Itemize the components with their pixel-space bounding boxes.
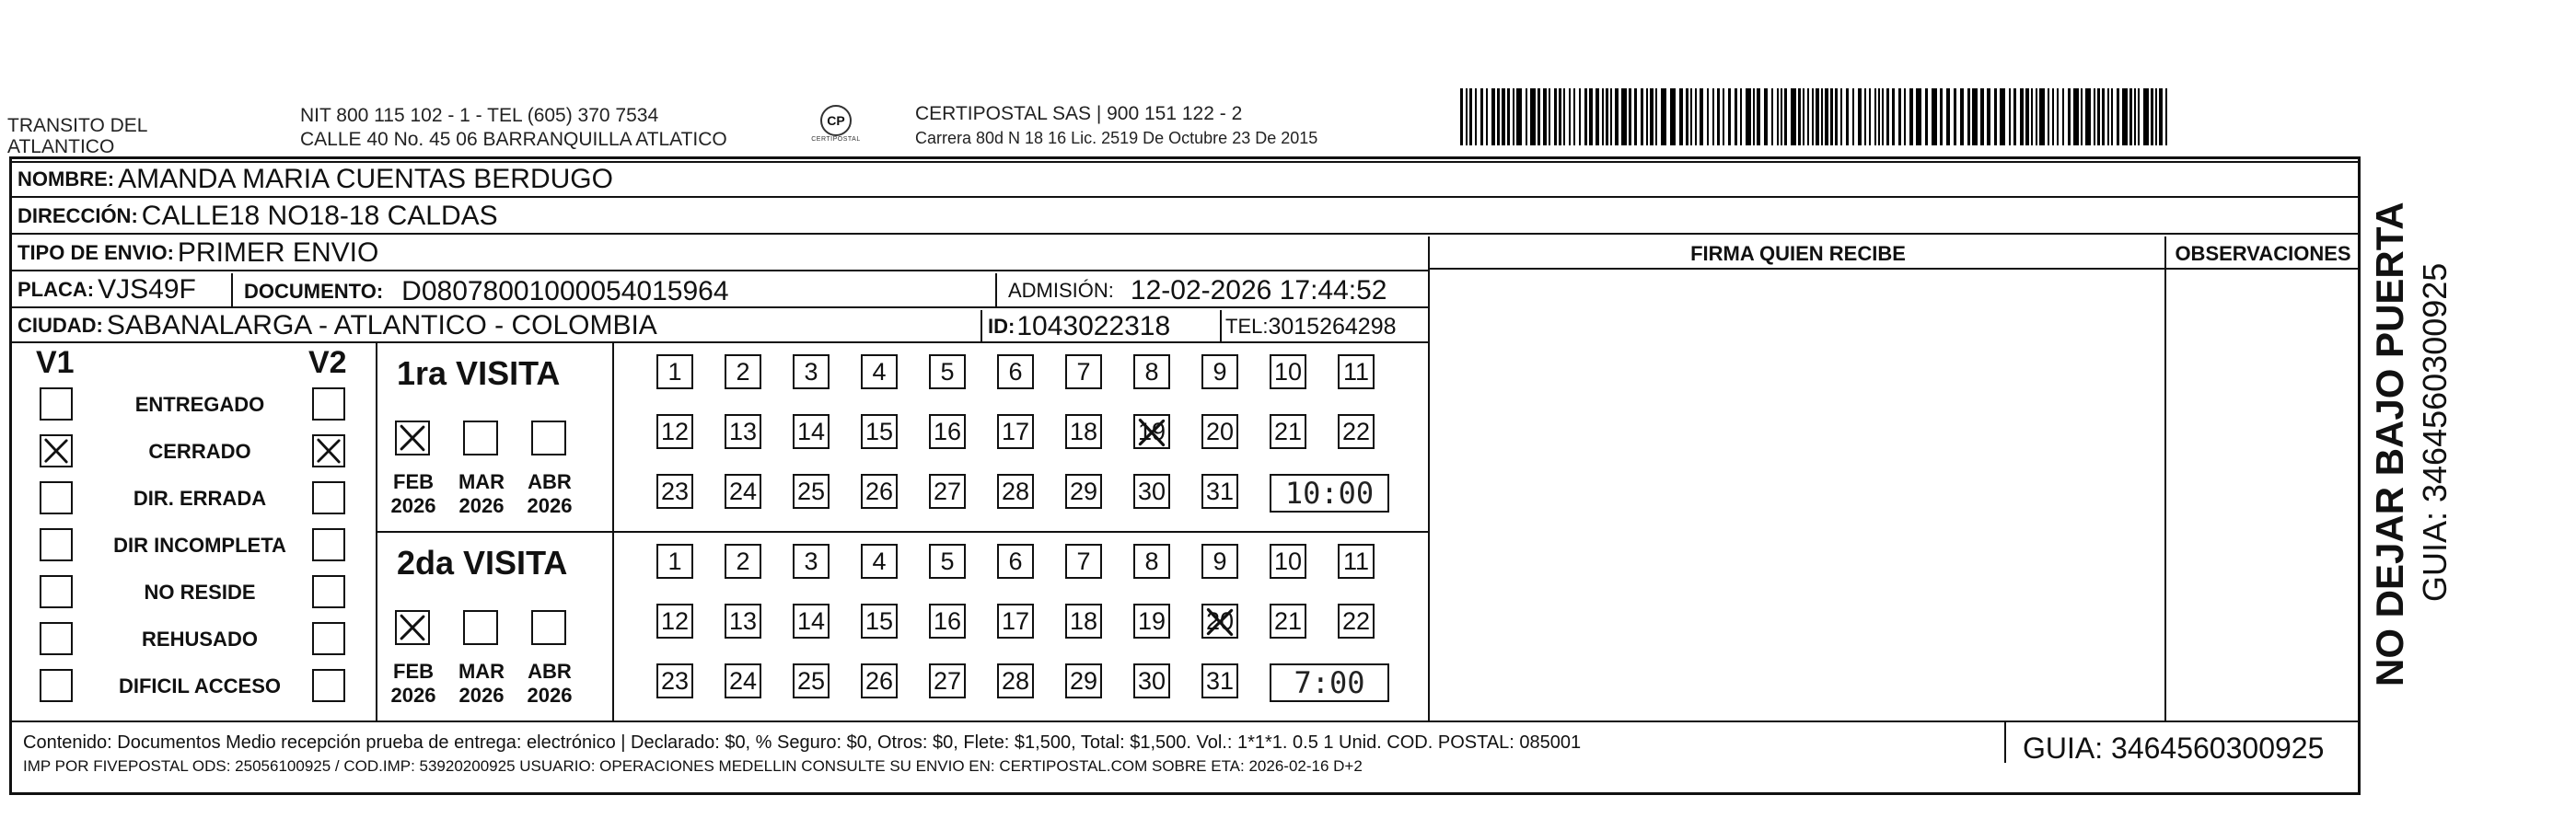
admision-value: 12-02-2026 17:44:52 — [1130, 275, 1387, 305]
divider — [1428, 268, 2358, 270]
day-box[interactable] — [1338, 354, 1375, 389]
day-number: 31 — [1205, 666, 1235, 695]
v2-checkbox[interactable] — [312, 481, 345, 514]
divider — [231, 273, 233, 308]
day-box[interactable] — [1065, 604, 1102, 639]
day-box[interactable] — [1201, 604, 1238, 639]
day-number: 30 — [1137, 477, 1166, 505]
day-box[interactable] — [929, 474, 966, 509]
guide-form — [9, 156, 2361, 795]
first-visit-title: 1ra VISITA — [397, 354, 561, 392]
day-box[interactable] — [929, 354, 966, 389]
day-number: 16 — [933, 417, 962, 445]
admision-cell — [1003, 275, 1387, 306]
month-checkbox[interactable] — [463, 610, 498, 645]
day-number: 19 — [1137, 417, 1166, 445]
day-box[interactable] — [1065, 544, 1102, 579]
tel-value: 3015264298 — [1268, 313, 1397, 340]
ciudad-label: CIUDAD: — [17, 314, 103, 337]
day-box[interactable] — [725, 474, 761, 509]
divider — [2164, 236, 2166, 720]
day-number: 6 — [1008, 547, 1023, 575]
observations-area[interactable] — [2167, 271, 2356, 719]
reason-label: DIFICIL ACCESO — [118, 674, 281, 697]
side-title: NO DEJAR BAJO PUERTA — [2368, 202, 2411, 686]
day-box[interactable] — [725, 544, 761, 579]
day-number: 9 — [1213, 357, 1227, 386]
v1-checkbox[interactable] — [40, 575, 73, 608]
logo-text: CERTIPOSTAL — [811, 136, 861, 143]
divider — [981, 310, 982, 343]
day-box[interactable] — [861, 414, 898, 449]
v1-checkbox[interactable] — [40, 669, 73, 702]
day-number: 27 — [933, 477, 962, 505]
day-box[interactable] — [793, 354, 830, 389]
firma-title: FIRMA QUIEN RECIBE — [1690, 242, 1906, 265]
day-box[interactable] — [861, 354, 898, 389]
v1-checkbox[interactable] — [40, 622, 73, 655]
tipo-label: TIPO DE ENVIO: — [17, 241, 174, 264]
day-number: 22 — [1341, 606, 1371, 635]
day-number: 6 — [1008, 357, 1023, 386]
footer-guia: GUIA: 3464560300925 — [2023, 732, 2325, 765]
day-number: 14 — [796, 606, 826, 635]
day-number: 23 — [660, 477, 690, 505]
footer-line-2: IMP POR FIVEPOSTAL ODS: 25056100925 / COD.IMP: 53920200925 USUARIO: OPERACIONES MEDELLIN CONSULTE SU ENVIO EN: CERTIPOSTAL.COM SOBRE ETA: 2026-02-16 D+2 — [23, 757, 1363, 775]
v2-checkbox[interactable] — [312, 387, 345, 421]
documento-cell — [238, 277, 729, 306]
day-number: 5 — [940, 357, 955, 386]
reason-label: NO RESIDE — [144, 581, 256, 604]
v1-header: V1 — [36, 345, 75, 380]
day-number: 13 — [728, 606, 758, 635]
divider — [376, 531, 1428, 533]
direccion-label: DIRECCIÓN: — [17, 204, 138, 227]
day-box[interactable] — [861, 604, 898, 639]
day-number: 8 — [1144, 357, 1159, 386]
day-box[interactable] — [1065, 474, 1102, 509]
v1-checkbox[interactable] — [40, 387, 73, 421]
day-number: 29 — [1069, 477, 1098, 505]
day-box[interactable] — [1065, 354, 1102, 389]
day-box[interactable] — [793, 604, 830, 639]
day-box[interactable] — [1338, 544, 1375, 579]
v2-header: V2 — [308, 345, 347, 380]
day-box[interactable] — [1201, 544, 1238, 579]
placa-value: VJS49F — [98, 274, 196, 305]
day-number: 1 — [667, 547, 682, 575]
day-box[interactable] — [1338, 604, 1375, 639]
day-box[interactable] — [793, 663, 830, 698]
day-number: 4 — [872, 547, 887, 575]
day-box[interactable] — [929, 663, 966, 698]
side-guia: GUIA: 3464560300925 — [2416, 262, 2454, 602]
day-number: 5 — [940, 547, 955, 575]
month-checkbox[interactable] — [463, 421, 498, 455]
row-ciudad — [12, 310, 1428, 343]
day-number: 10 — [1273, 547, 1303, 575]
sender-nit: NIT 800 115 102 - 1 - TEL (605) 370 7534 — [300, 105, 659, 126]
day-box[interactable] — [725, 414, 761, 449]
day-number: 13 — [728, 417, 758, 445]
row-nombre — [12, 163, 2358, 198]
day-box[interactable] — [793, 474, 830, 509]
day-number: 7 — [1076, 547, 1091, 575]
day-number: 29 — [1069, 666, 1098, 695]
day-number: 20 — [1205, 606, 1235, 635]
day-number: 30 — [1137, 666, 1166, 695]
day-number: 11 — [1342, 357, 1370, 386]
day-number: 18 — [1069, 417, 1098, 445]
day-number: 24 — [728, 666, 758, 695]
admision-label: ADMISIÓN: — [1008, 279, 1114, 302]
signature-area[interactable] — [1431, 271, 2163, 719]
v1-checkbox[interactable] — [40, 434, 73, 467]
month-label: MAR 2026 — [458, 660, 505, 707]
day-box[interactable] — [1133, 663, 1170, 698]
month-checkbox[interactable] — [395, 610, 430, 645]
footer-line-1: Contenido: Documentos Medio recepción prueba de entrega: electrónico | Declarado: $0, % Seguro: $0, Otros: $0, Flete: $1,500, Total: $1,500. Vol.: 1*1*1. 0.5 1 Unid. COD. POSTAL: 085001 — [23, 732, 1582, 753]
v2-checkbox[interactable] — [312, 669, 345, 702]
day-number: 12 — [660, 606, 690, 635]
reason-label: CERRADO — [148, 440, 251, 463]
day-number: 8 — [1144, 547, 1159, 575]
divider — [1428, 236, 1430, 720]
barcode — [1460, 88, 2178, 145]
day-box[interactable] — [793, 544, 830, 579]
day-box[interactable] — [656, 414, 693, 449]
nombre-value: AMANDA MARIA CUENTAS BERDUGO — [118, 164, 613, 194]
day-box[interactable] — [1201, 663, 1238, 698]
day-number: 7 — [1076, 357, 1091, 386]
day-number: 18 — [1069, 606, 1098, 635]
day-box[interactable] — [656, 474, 693, 509]
day-box[interactable] — [725, 604, 761, 639]
day-box[interactable] — [656, 604, 693, 639]
day-box[interactable] — [997, 354, 1034, 389]
day-box[interactable] — [1201, 414, 1238, 449]
day-number: 11 — [1342, 547, 1370, 575]
day-box[interactable] — [861, 663, 898, 698]
reason-label: DIR. ERRADA — [133, 487, 267, 510]
day-box[interactable] — [997, 414, 1034, 449]
sender-name: TRANSITO DEL ATLANTICO — [7, 115, 148, 157]
month-checkbox[interactable] — [531, 610, 566, 645]
day-box[interactable] — [997, 604, 1034, 639]
day-number: 25 — [796, 666, 826, 695]
tipo-value: PRIMER ENVIO — [177, 237, 379, 268]
observaciones-title: OBSERVACIONES — [2175, 242, 2351, 265]
row-tipo-envio — [12, 236, 1428, 271]
day-box[interactable] — [656, 354, 693, 389]
day-number: 2 — [736, 547, 750, 575]
id-value: 1043022318 — [1016, 311, 1171, 341]
day-number: 4 — [872, 357, 887, 386]
nombre-label: NOMBRE: — [17, 167, 115, 190]
day-box[interactable] — [725, 663, 761, 698]
day-number: 20 — [1205, 417, 1235, 445]
tel-label: TEL: — [1225, 315, 1269, 338]
day-box[interactable] — [1270, 604, 1306, 639]
v2-checkbox[interactable] — [312, 575, 345, 608]
reason-label: DIR INCOMPLETA — [113, 534, 286, 557]
day-number: 24 — [728, 477, 758, 505]
day-box[interactable] — [1133, 544, 1170, 579]
day-number: 16 — [933, 606, 962, 635]
day-number: 26 — [864, 477, 894, 505]
day-box[interactable] — [1133, 474, 1170, 509]
day-box[interactable] — [1201, 474, 1238, 509]
day-box[interactable] — [656, 544, 693, 579]
divider — [2004, 720, 2006, 763]
v2-checkbox[interactable] — [312, 434, 345, 467]
second-visit-title: 2da VISITA — [397, 544, 568, 582]
day-number: 12 — [660, 417, 690, 445]
day-box[interactable] — [1133, 414, 1170, 449]
reason-label: REHUSADO — [142, 628, 258, 651]
documento-value: D08078001000054015964 — [401, 276, 729, 306]
ciudad-value: SABANALARGA - ATLANTICO - COLOMBIA — [106, 310, 657, 340]
company-address: Carrera 80d N 18 16 Lic. 2519 De Octubre 23 De 2015 — [915, 129, 1318, 147]
day-number: 28 — [1001, 477, 1030, 505]
direccion-value: CALLE18 NO18-18 CALDAS — [141, 201, 498, 231]
day-box[interactable] — [1201, 354, 1238, 389]
day-number: 2 — [736, 357, 750, 386]
day-number: 21 — [1273, 606, 1303, 635]
day-box[interactable] — [997, 663, 1034, 698]
tel-cell — [1224, 312, 1397, 341]
day-box[interactable] — [997, 544, 1034, 579]
sender-address: CALLE 40 No. 45 06 BARRANQUILLA ATLATICO — [300, 129, 727, 150]
day-box[interactable] — [793, 414, 830, 449]
day-box[interactable] — [1270, 354, 1306, 389]
day-box[interactable] — [1270, 544, 1306, 579]
month-label: FEB 2026 — [390, 470, 436, 517]
divider — [995, 273, 997, 308]
day-number: 23 — [660, 666, 690, 695]
first-visit-time-value: 10:00 — [1284, 476, 1375, 511]
day-box[interactable] — [1133, 354, 1170, 389]
month-checkbox[interactable] — [395, 421, 430, 455]
day-box[interactable] — [997, 474, 1034, 509]
day-box[interactable] — [1133, 604, 1170, 639]
company-logo — [808, 105, 864, 143]
month-label: MAR 2026 — [458, 470, 505, 517]
month-label: ABR 2026 — [527, 660, 573, 707]
reason-label: ENTREGADO — [134, 393, 265, 416]
documento-label: DOCUMENTO: — [244, 280, 384, 303]
month-checkbox[interactable] — [531, 421, 566, 455]
v2-checkbox[interactable] — [312, 622, 345, 655]
second-visit-time-value: 7:00 — [1294, 665, 1365, 700]
day-number: 15 — [864, 606, 894, 635]
divider — [1220, 310, 1222, 343]
month-label: FEB 2026 — [390, 660, 436, 707]
logo-icon: CP — [820, 105, 852, 136]
day-box[interactable] — [861, 474, 898, 509]
day-number: 31 — [1205, 477, 1235, 505]
day-number: 10 — [1273, 357, 1303, 386]
v1-checkbox[interactable] — [40, 528, 73, 561]
first-visit-time[interactable] — [1270, 474, 1389, 513]
day-number: 3 — [804, 547, 818, 575]
id-label: ID: — [988, 315, 1015, 338]
row-direccion — [12, 200, 2358, 235]
company-line: CERTIPOSTAL SAS | 900 151 122 - 2 — [915, 103, 1243, 124]
divider — [12, 161, 2358, 163]
day-box[interactable] — [1065, 663, 1102, 698]
placa-label: PLACA: — [17, 278, 95, 301]
day-number: 28 — [1001, 666, 1030, 695]
day-number: 3 — [804, 357, 818, 386]
day-number: 14 — [796, 417, 826, 445]
day-box[interactable] — [929, 604, 966, 639]
day-number: 1 — [667, 357, 682, 386]
v2-checkbox[interactable] — [312, 528, 345, 561]
day-number: 25 — [796, 477, 826, 505]
month-label: ABR 2026 — [527, 470, 573, 517]
day-box[interactable] — [861, 544, 898, 579]
day-box[interactable] — [929, 414, 966, 449]
v1-checkbox[interactable] — [40, 481, 73, 514]
day-number: 9 — [1213, 547, 1227, 575]
day-number: 21 — [1273, 417, 1303, 445]
day-box[interactable] — [1338, 414, 1375, 449]
barcode-gap — [2167, 88, 2170, 145]
day-number: 17 — [1001, 417, 1030, 445]
day-box[interactable] — [656, 663, 693, 698]
day-box[interactable] — [929, 544, 966, 579]
second-visit-time[interactable] — [1270, 663, 1389, 702]
day-number: 22 — [1341, 417, 1371, 445]
day-number: 17 — [1001, 606, 1030, 635]
day-number: 19 — [1137, 606, 1166, 635]
day-box[interactable] — [1270, 414, 1306, 449]
day-number: 15 — [864, 417, 894, 445]
day-box[interactable] — [725, 354, 761, 389]
day-number: 27 — [933, 666, 962, 695]
day-box[interactable] — [1065, 414, 1102, 449]
day-number: 26 — [864, 666, 894, 695]
id-cell — [986, 312, 1170, 341]
